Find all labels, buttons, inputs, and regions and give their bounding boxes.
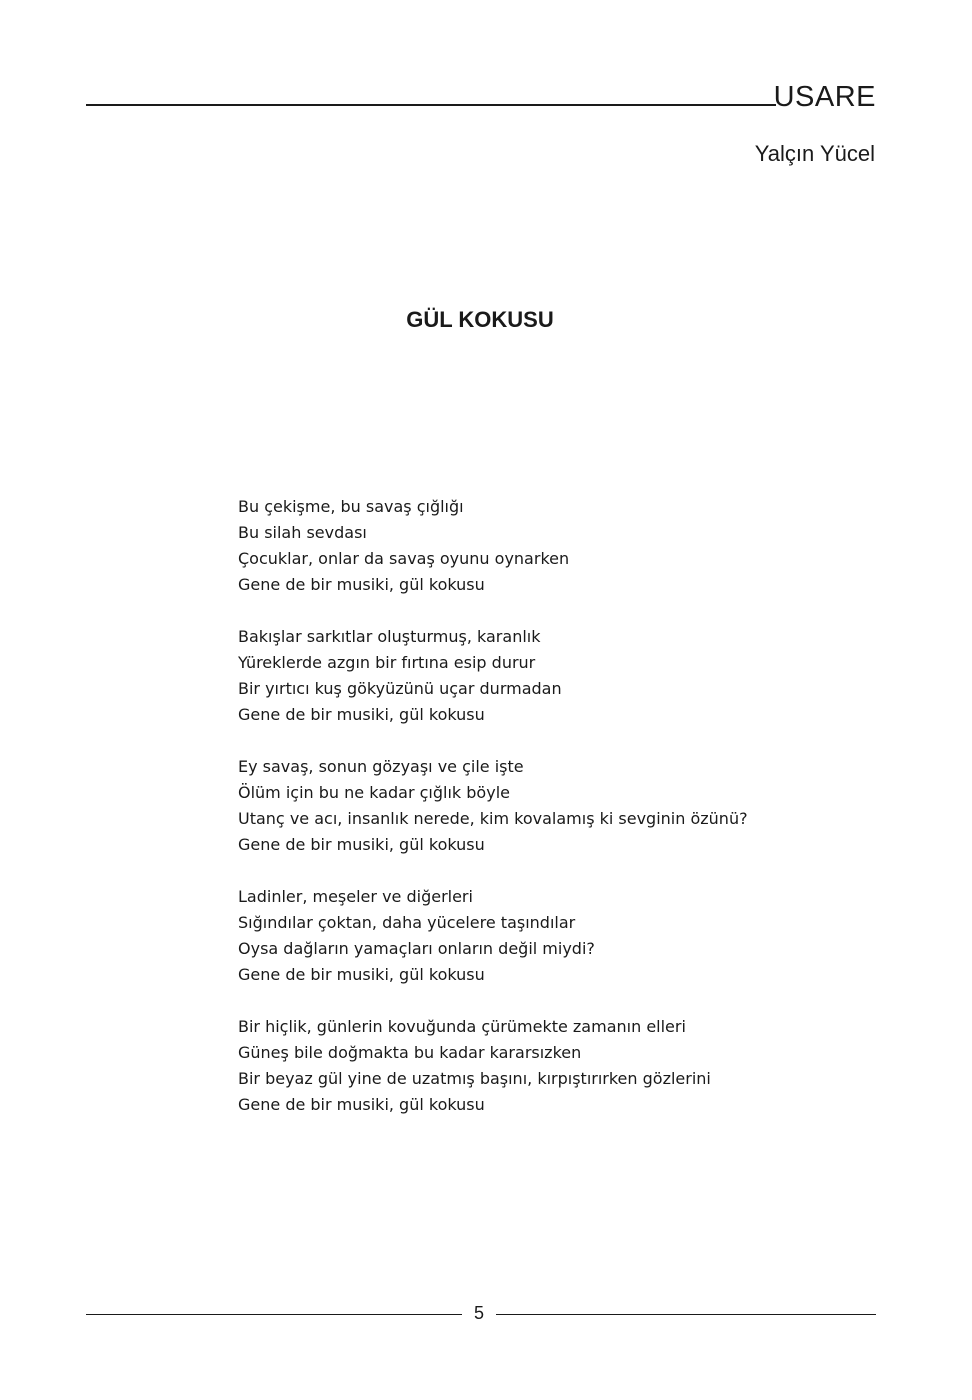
refrain-line: Gene de bir musiki, gül kokusu: [238, 1095, 485, 1114]
author-name: Yalçın Yücel: [754, 141, 875, 166]
poem-title: GÜL KOKUSU: [406, 307, 554, 332]
refrain-line: Gene de bir musiki, gül kokusu: [238, 705, 485, 724]
stanza-4: [238, 884, 898, 988]
stanza-5: [238, 1014, 898, 1118]
refrain-line: Gene de bir musiki, gül kokusu: [238, 835, 485, 854]
footer-rule-left: [86, 1314, 462, 1315]
refrain-line: Gene de bir musiki, gül kokusu: [238, 965, 485, 984]
footer-rule-right: [496, 1314, 876, 1315]
verse-line: Utanç ve acı, insanlık nerede, kim kovalamış ki sevginin özünü?: [238, 809, 748, 828]
verse-line: Ölüm için bu ne kadar çığlık böyle: [238, 783, 510, 802]
verse-line: Bu çekişme, bu savaş çığlığı: [238, 497, 464, 516]
header-rule: [86, 104, 776, 106]
verse-line: Güneş bile doğmakta bu kadar kararsızken: [238, 1043, 582, 1062]
verse-line: Yüreklerde azgın bir fırtına esip durur: [238, 653, 536, 672]
verse-line: Bakışlar sarkıtlar oluşturmuş, karanlık: [238, 627, 541, 646]
journal-name: USARE: [773, 81, 876, 113]
page-number: 5: [473, 1303, 484, 1323]
stanza-1: [238, 494, 898, 598]
verse-line: Çocuklar, onlar da savaş oyunu oynarken: [238, 549, 570, 568]
verse-line: Bir hiçlik, günlerin kovuğunda çürümekte zamanın elleri: [238, 1017, 686, 1036]
verse-line: Bu silah sevdası: [238, 523, 367, 542]
verse-line: Oysa dağların yamaçları onların değil miydi?: [238, 939, 595, 958]
refrain-line: Gene de bir musiki, gül kokusu: [238, 575, 485, 594]
verse-line: Sığındılar çoktan, daha yücelere taşındılar: [238, 913, 576, 932]
verse-line: Bir yırtıcı kuş gökyüzünü uçar durmadan: [238, 679, 562, 698]
verse-line: Bir beyaz gül yine de uzatmış başını, kırpıştırırken gözlerini: [238, 1069, 711, 1088]
verse-line: Ladinler, meşeler ve diğerleri: [238, 887, 473, 906]
poem-body: [238, 494, 898, 1144]
verse-line: Ey savaş, sonun gözyaşı ve çile işte: [238, 757, 524, 776]
stanza-2: [238, 624, 898, 728]
stanza-3: [238, 754, 898, 858]
